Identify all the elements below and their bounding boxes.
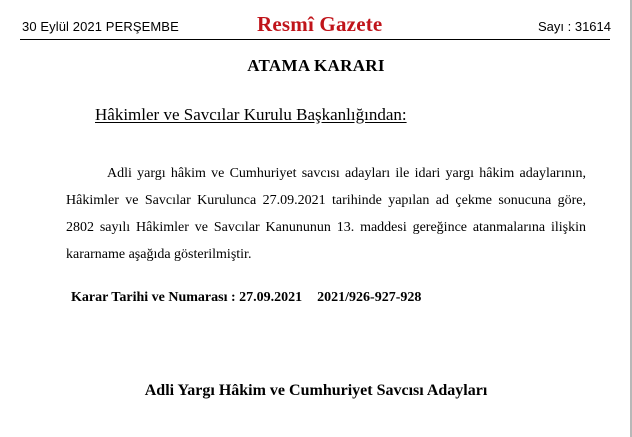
issue-number: Sayı : 31614: [538, 19, 611, 34]
decision-number: 2021/926-927-928: [317, 290, 422, 305]
header-divider: [20, 39, 610, 40]
issuing-authority: Hâkimler ve Savcılar Kurulu Başkanlığından:: [95, 105, 407, 124]
decision-label: Karar Tarihi ve Numarası : 27.09.2021: [71, 290, 303, 305]
body-paragraph: Adli yargı hâkim ve Cumhuriyet savcısı adayları ile idari yargı hâkim adaylarının, Hâkimler ve Savcılar Kurulunca 27.09.2021 tarihinde yapılan ad çekme sonucuna göre, 2802 sayılı Hâkimler ve Savcılar Kanununun 13. maddesi gereğince atanmalarına ilişkin kararname aşağıda gösterilmiştir.: [66, 166, 586, 262]
publication-title: Resmî Gazete: [257, 12, 383, 36]
header-date: 30 Eylül 2021 PERŞEMBE: [22, 19, 179, 34]
decision-info: [71, 290, 421, 306]
section-heading: Adli Yargı Hâkim ve Cumhuriyet Savcısı Adayları: [144, 382, 488, 399]
document-title: ATAMA KARARI: [247, 56, 385, 75]
